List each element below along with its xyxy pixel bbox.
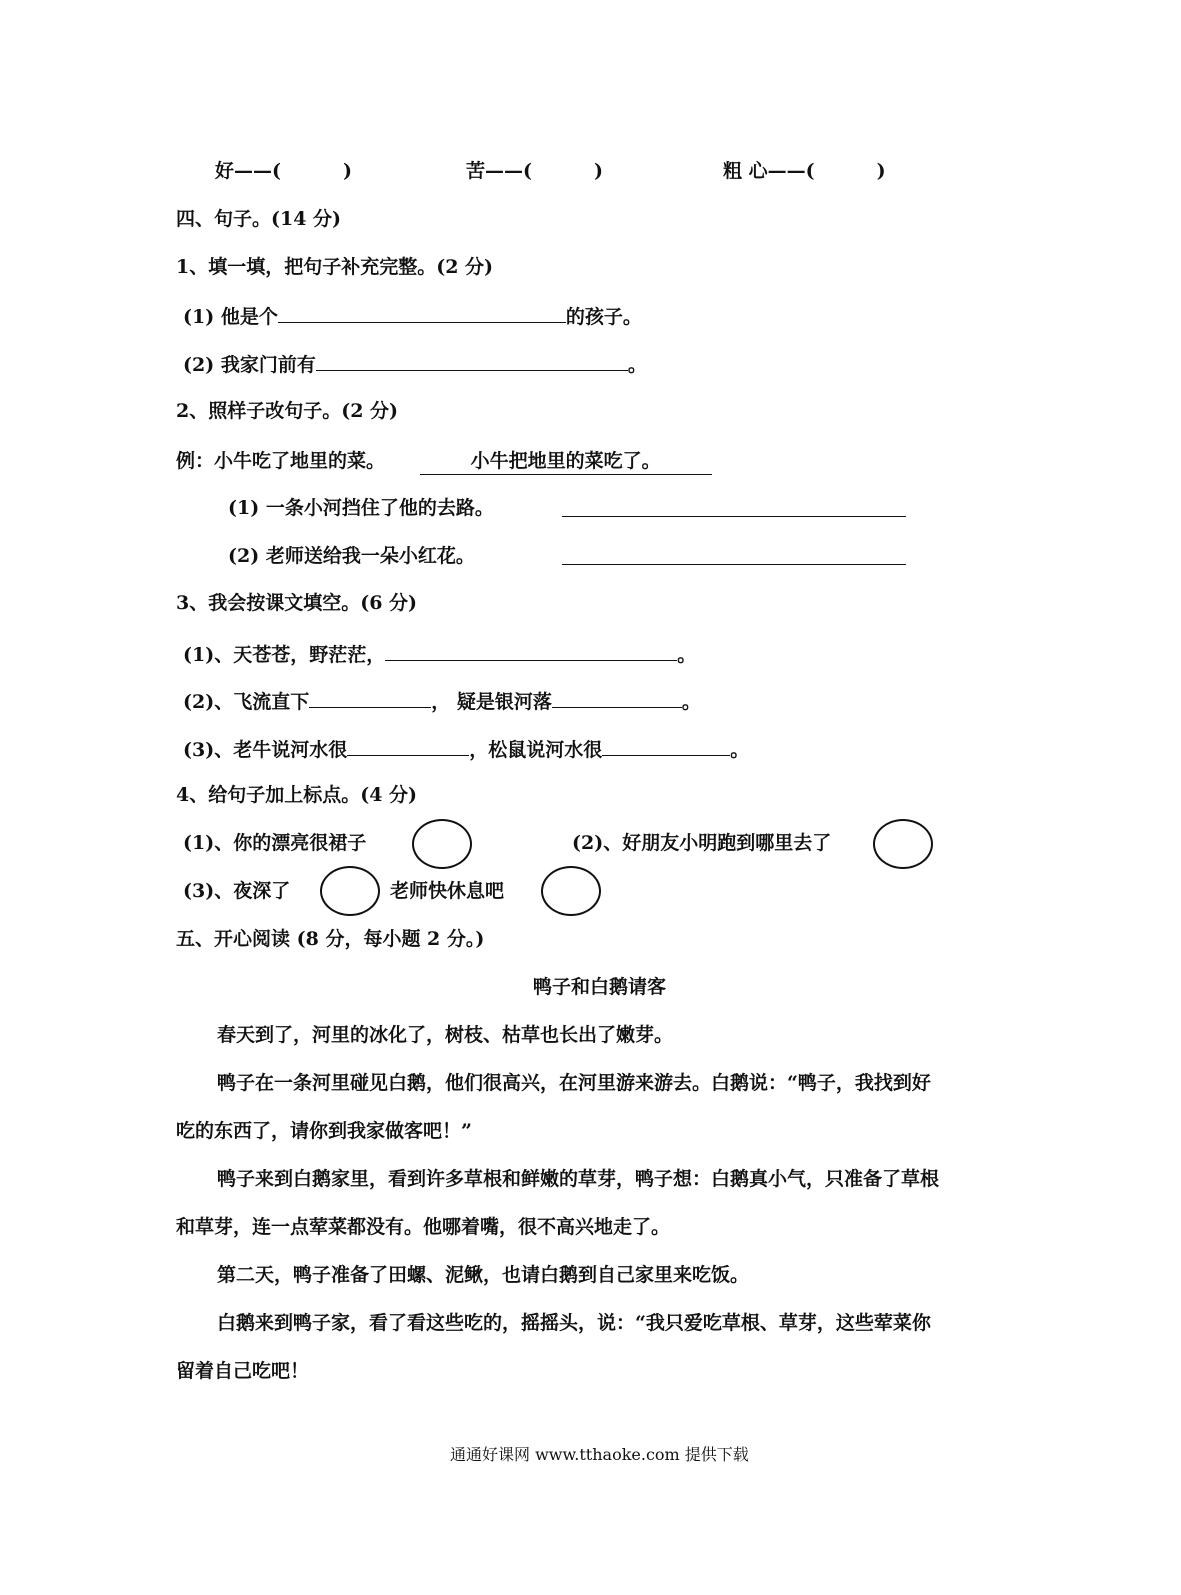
q3-item-3-blank-1[interactable]: [347, 735, 469, 756]
q4-item-3a: (3)、夜深了: [183, 880, 291, 902]
open-paren: (: [272, 160, 282, 182]
q3-item-1: [183, 640, 696, 668]
q3-item-2-mid: ， 疑是银河落: [431, 691, 552, 713]
q3-item-2-suffix: 。: [681, 691, 701, 713]
close-paren: ): [594, 160, 604, 182]
section-5-title: 五、开心阅读 (8 分，每小题 2 分。): [176, 928, 485, 950]
q1-item-1: [183, 302, 642, 330]
q1-item-2-prefix: (2) 我家门前有: [183, 354, 316, 376]
q1-title: 1、填一填，把句子补充完整。(2 分): [176, 256, 494, 278]
q2-item-1-blank[interactable]: [562, 516, 906, 517]
q1-item-1-blank[interactable]: [278, 302, 566, 323]
q3-item-1-blank[interactable]: [385, 640, 677, 661]
punctuation-circle-2[interactable]: [873, 819, 933, 869]
q1-item-2-suffix: 。: [627, 354, 647, 376]
q3-item-2-blank-2[interactable]: [552, 687, 682, 708]
q1-item-1-suffix: 的孩子。: [565, 306, 642, 328]
antonym-word: 粗 心——: [723, 160, 806, 182]
antonym-3: [723, 158, 886, 184]
q4-item-2: (2)、好朋友小明跑到哪里去了: [572, 832, 832, 854]
paragraph-5-line-1: 白鹅来到鸭子家，看了看这些吃的，摇摇头，说：“我只爱吃草根、草芽，这些荤菜你: [217, 1312, 931, 1334]
antonym-2: [466, 158, 603, 184]
q1-item-2: [183, 350, 647, 378]
close-paren: ): [876, 160, 886, 182]
close-paren: ): [343, 160, 353, 182]
punctuation-circle-4[interactable]: [541, 866, 601, 916]
footer-text: 通通好课网 www.tthaoke.com 提供下载: [450, 1445, 749, 1464]
q3-item-1-prefix: (1)、天苍苍，野茫茫，: [183, 644, 386, 666]
q2-example: [176, 448, 712, 475]
antonym-1: [215, 158, 352, 184]
paragraph-3-line-2: 和草芽，连一点荤菜都没有。他哪着嘴，很不高兴地走了。: [176, 1216, 671, 1238]
q3-item-2-blank-1[interactable]: [309, 687, 431, 708]
example-answer-text: 小牛把地里的菜吃了。: [470, 450, 661, 472]
section-4-title: 四、句子。(14 分): [176, 208, 342, 230]
q3-item-3-suffix: 。: [730, 739, 750, 761]
q4-item-3b: 老师快休息吧: [390, 880, 505, 902]
punctuation-circle-1[interactable]: [412, 819, 472, 869]
q1-item-1-prefix: (1) 他是个: [183, 306, 278, 328]
example-label: 例：小牛吃了地里的菜。: [176, 450, 386, 472]
q3-item-2-prefix: (2)、飞流直下: [183, 691, 310, 713]
q4-title: 4、给句子加上标点。(4 分): [176, 784, 418, 806]
paragraph-1: 春天到了，河里的冰化了，树枝、枯草也长出了嫩芽。: [217, 1024, 674, 1046]
open-paren: (: [805, 160, 815, 182]
q2-title: 2、照样子改句子。(2 分): [176, 400, 399, 422]
q2-item-2: (2) 老师送给我一朵小红花。: [228, 545, 475, 567]
q3-item-2: [183, 687, 701, 715]
antonym-word: 好——: [215, 160, 273, 182]
q3-item-3: [183, 735, 749, 763]
paragraph-5-line-2: 留着自己吃吧！: [176, 1360, 310, 1382]
story-title: 鸭子和白鹅请客: [533, 976, 667, 998]
open-paren: (: [523, 160, 533, 182]
antonym-word: 苦——: [466, 160, 524, 182]
q3-item-3-prefix: (3)、老牛说河水很: [183, 739, 348, 761]
q2-item-1: (1) 一条小河挡住了他的去路。: [228, 497, 494, 519]
q2-item-2-blank[interactable]: [562, 564, 906, 565]
paragraph-2-line-1: 鸭子在一条河里碰见白鹅，他们很高兴，在河里游来游去。白鹅说：“鸭子，我找到好: [217, 1072, 931, 1094]
q1-item-2-blank[interactable]: [316, 350, 628, 371]
q3-item-3-blank-2[interactable]: [602, 735, 730, 756]
q3-item-1-suffix: 。: [677, 644, 697, 666]
q3-title: 3、我会按课文填空。(6 分): [176, 592, 418, 614]
paragraph-2-line-2: 吃的东西了，请你到我家做客吧！”: [176, 1120, 472, 1142]
q4-item-1: (1)、你的漂亮很裙子: [183, 832, 367, 854]
example-answer: [420, 448, 712, 475]
paragraph-4: 第二天，鸭子准备了田螺、泥鳅，也请白鹅到自己家里来吃饭。: [217, 1264, 750, 1286]
paragraph-3-line-1: 鸭子来到白鹅家里，看到许多草根和鲜嫩的草芽，鸭子想：白鹅真小气，只准备了草根: [217, 1168, 940, 1190]
punctuation-circle-3[interactable]: [320, 866, 380, 916]
q3-item-3-mid: ，松鼠说河水很: [469, 739, 603, 761]
